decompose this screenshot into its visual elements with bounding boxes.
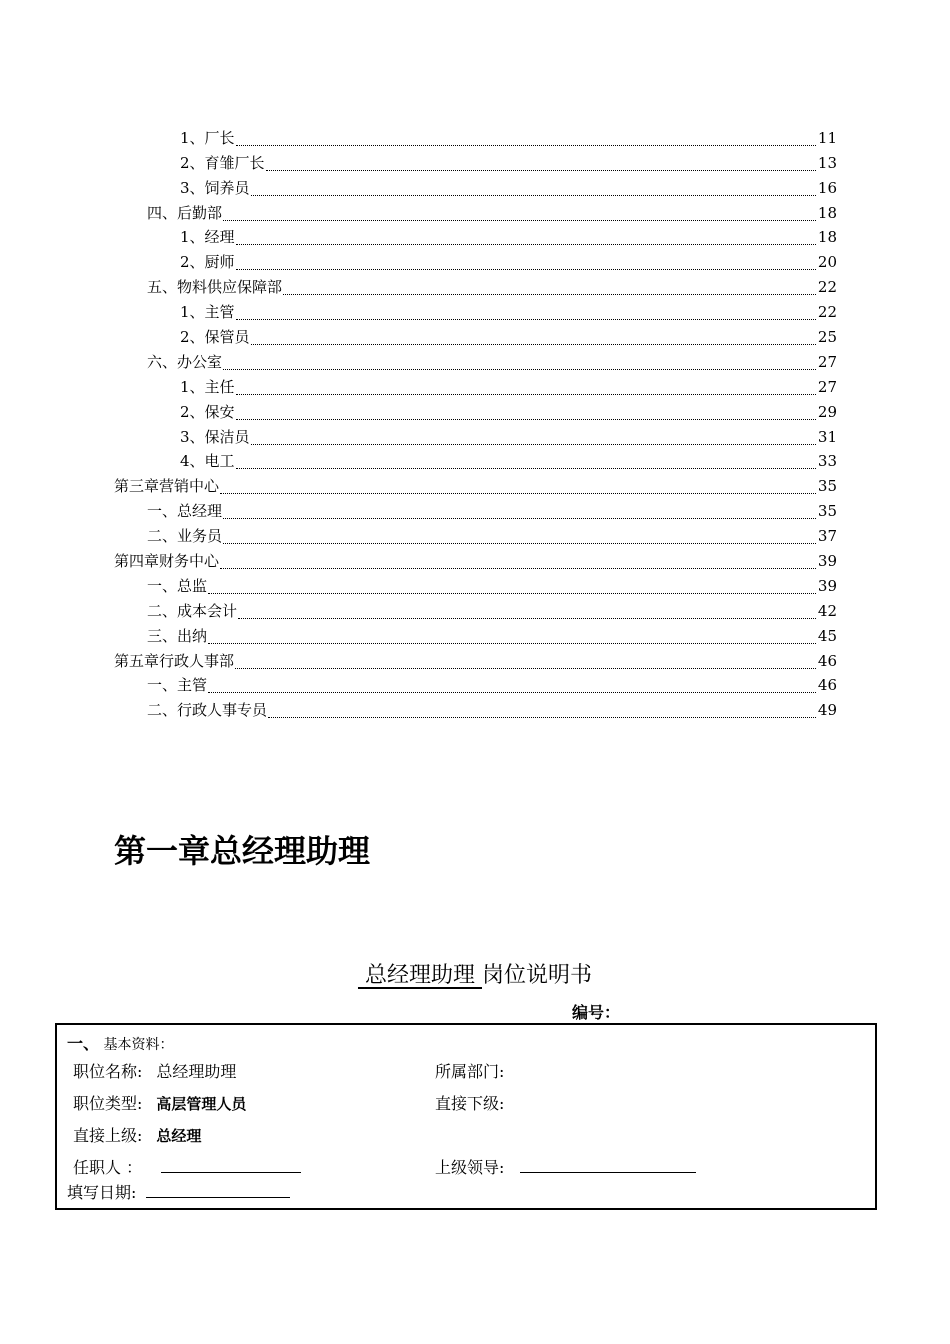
toc-entry-label: 4、电工 (180, 452, 235, 471)
toc-entry-label: 第三章营销中心 (114, 477, 220, 496)
toc-dot-leader (236, 228, 816, 245)
toc-entry-page: 16 (817, 178, 837, 197)
toc-entry[interactable] (0, 696, 950, 721)
direct-superior-field (73, 1123, 201, 1146)
fill-date-label: 填写日期: (67, 1183, 137, 1202)
toc-entry[interactable] (0, 423, 950, 448)
toc-entry[interactable] (0, 124, 950, 149)
toc-entry[interactable] (0, 448, 950, 473)
position-name-label: 职位名称: (73, 1062, 143, 1081)
doc-title-suffix: 岗位说明书 (482, 963, 593, 988)
department-label: 所属部门: (435, 1062, 505, 1081)
toc-entry-page: 11 (817, 128, 837, 147)
direct-superior-value: 总经理 (156, 1127, 202, 1145)
toc-dot-leader (223, 527, 816, 544)
toc-entry-label: 1、主管 (180, 303, 235, 322)
basic-info-box (55, 1023, 877, 1210)
toc-dot-leader (208, 676, 816, 693)
toc-entry-label: 三、出纳 (147, 626, 208, 645)
toc-dot-leader (208, 627, 816, 644)
toc-entry-page: 37 (817, 527, 837, 546)
toc-entry-page: 20 (817, 253, 837, 272)
toc-entry[interactable] (0, 597, 950, 622)
toc-entry[interactable] (0, 298, 950, 323)
section-number: 一、 (67, 1034, 100, 1053)
toc-entry-page: 33 (817, 452, 837, 471)
incumbent-blank[interactable] (161, 1158, 301, 1173)
toc-entry[interactable] (0, 522, 950, 547)
toc-dot-leader (223, 353, 816, 370)
section-label: 基本资料： (103, 1037, 174, 1053)
toc-entry[interactable] (0, 647, 950, 672)
toc-entry-label: 六、办公室 (147, 352, 223, 371)
toc-entry[interactable] (0, 224, 950, 249)
superior-leader-blank[interactable] (520, 1158, 696, 1173)
toc-entry-page: 35 (817, 477, 837, 496)
toc-entry[interactable] (0, 373, 950, 398)
doc-title (0, 958, 950, 989)
toc-entry[interactable] (0, 149, 950, 174)
toc-entry-label: 一、主管 (147, 676, 208, 695)
toc-entry[interactable] (0, 248, 950, 273)
toc-dot-leader (236, 129, 816, 146)
toc-dot-leader (251, 328, 816, 345)
superior-leader-field (435, 1155, 696, 1178)
toc-dot-leader (238, 602, 816, 619)
toc-dot-leader (223, 204, 816, 221)
chapter-title: 第一章总经理助理 (114, 832, 371, 870)
position-name-value: 总经理助理 (156, 1062, 237, 1081)
toc-entry-page: 22 (817, 303, 837, 322)
toc-entry-page: 18 (817, 228, 837, 247)
toc-entry-label: 3、饲养员 (180, 178, 250, 197)
toc-dot-leader (251, 428, 816, 445)
toc-dot-leader (283, 278, 816, 295)
toc-dot-leader (236, 378, 816, 395)
toc-dot-leader (220, 552, 816, 569)
toc-entry-label: 1、主任 (180, 377, 235, 396)
toc-entry-page: 45 (817, 626, 837, 645)
toc-entry-label: 2、育雏厂长 (180, 153, 265, 172)
toc-entry-label: 1、经理 (180, 228, 235, 247)
toc-entry-page: 22 (817, 278, 837, 297)
toc-entry[interactable] (0, 672, 950, 697)
toc-entry[interactable] (0, 174, 950, 199)
toc-entry-label: 2、保管员 (180, 328, 250, 347)
toc-entry-page: 49 (817, 701, 837, 720)
incumbent-label: 任职人 ： (73, 1158, 143, 1177)
fill-date-field (67, 1180, 290, 1203)
position-type-field (73, 1091, 246, 1114)
toc-entry-page: 31 (817, 427, 837, 446)
position-name-field (73, 1059, 236, 1082)
superior-leader-label: 上级领导: (435, 1158, 505, 1177)
toc-entry-label: 第四章财务中心 (114, 552, 220, 571)
section-heading (67, 1031, 173, 1054)
toc-dot-leader (236, 452, 816, 469)
toc-entry[interactable] (0, 497, 950, 522)
fill-date-blank[interactable] (146, 1183, 290, 1198)
toc-entry[interactable] (0, 348, 950, 373)
toc-dot-leader (220, 477, 816, 494)
toc-entry-page: 35 (817, 502, 837, 521)
incumbent-field (73, 1155, 301, 1178)
toc-entry[interactable] (0, 273, 950, 298)
toc-dot-leader (236, 403, 816, 420)
department-field (435, 1059, 504, 1082)
toc-entry[interactable] (0, 572, 950, 597)
toc-entry-label: 一、总监 (147, 576, 208, 595)
direct-subordinate-label: 直接下级: (435, 1094, 505, 1113)
toc-entry[interactable] (0, 323, 950, 348)
toc-dot-leader (236, 303, 816, 320)
toc-entry-label: 2、保安 (180, 402, 235, 421)
toc-entry-page: 39 (817, 576, 837, 595)
toc-dot-leader (223, 502, 816, 519)
toc-dot-leader (251, 179, 816, 196)
position-type-label: 职位类型: (73, 1094, 143, 1113)
doc-title-position: 总经理助理 (364, 963, 475, 988)
toc-dot-leader (235, 652, 816, 669)
toc-entry[interactable] (0, 199, 950, 224)
direct-superior-label: 直接上级: (73, 1126, 143, 1145)
toc-entry-label: 二、行政人事专员 (147, 701, 268, 720)
toc-entry-page: 27 (817, 352, 837, 371)
toc-dot-leader (268, 701, 816, 718)
toc-entry-page: 39 (817, 552, 837, 571)
direct-subordinate-field (435, 1091, 504, 1114)
toc-entry-page: 46 (817, 651, 837, 670)
toc-dot-leader (236, 253, 816, 270)
toc-entry-label: 1、厂长 (180, 128, 235, 147)
toc-entry[interactable] (0, 547, 950, 572)
toc-entry-label: 3、保洁员 (180, 427, 250, 446)
toc-entry-page: 18 (817, 203, 837, 222)
toc-entry-label: 第五章行政人事部 (114, 651, 235, 670)
toc-entry-page: 29 (817, 402, 837, 421)
toc-dot-leader (266, 154, 816, 171)
toc-entry[interactable] (0, 398, 950, 423)
toc-entry-label: 五、物料供应保障部 (147, 278, 283, 297)
toc-entry-page: 46 (817, 676, 837, 695)
toc-entry-label: 一、总经理 (147, 502, 223, 521)
toc-entry-page: 42 (817, 601, 837, 620)
toc-dot-leader (208, 577, 816, 594)
doc-number-label: 编号： (572, 1003, 621, 1022)
table-of-contents (0, 124, 950, 721)
toc-entry[interactable] (0, 472, 950, 497)
position-type-value: 高层管理人员 (156, 1095, 247, 1113)
toc-entry-label: 2、厨师 (180, 253, 235, 272)
toc-entry-label: 二、业务员 (147, 527, 223, 546)
toc-entry-label: 四、后勤部 (147, 203, 223, 222)
toc-entry-label: 二、成本会计 (147, 601, 238, 620)
toc-entry-page: 25 (817, 328, 837, 347)
toc-entry[interactable] (0, 622, 950, 647)
toc-entry-page: 13 (817, 153, 837, 172)
toc-entry-page: 27 (817, 377, 837, 396)
